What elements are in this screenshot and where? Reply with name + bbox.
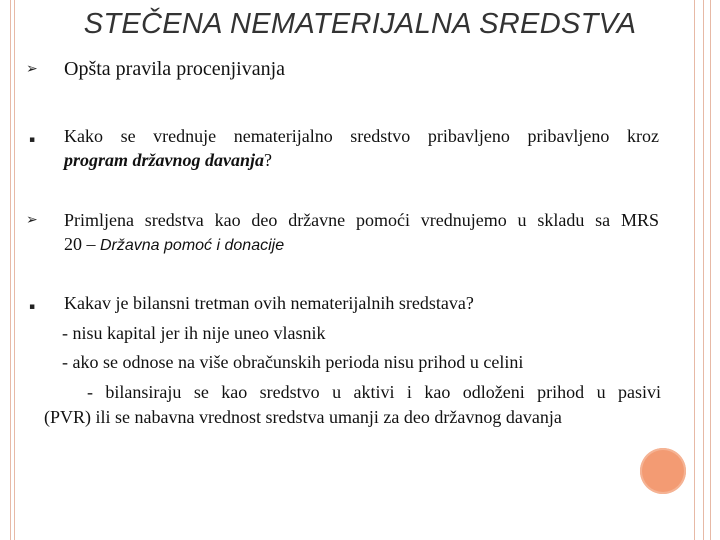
arrow-bullet-icon: ➢ (26, 212, 38, 228)
square-bullet-icon: ▪ (29, 135, 36, 145)
sub-line: (PVR) ili se nabavna vrednost sredstva umanji za deo državnog davanja (44, 407, 562, 427)
plain-text: 20 – (64, 234, 100, 254)
slide-title: STEČENA NEMATERIJALNA SREDSTVA (83, 8, 637, 40)
plain-text: ? (264, 150, 273, 170)
arrow-bullet-icon: ➢ (26, 61, 38, 77)
right-border-line (694, 0, 695, 540)
sub-line: - bilansiraju se kao sredstvo u aktivi i kao odloženi prihod u pasivi (87, 382, 661, 402)
italic-text: Državna pomoć i donacije (100, 237, 285, 254)
bullet-text-line (64, 148, 659, 172)
sub-line: - nisu kapital jer ih nije uneo vlasnik (62, 323, 326, 343)
bullet-text (64, 124, 659, 172)
right-border-line (703, 0, 704, 540)
bullet-text: Kakav je bilansni tretman ovih nematerijalnih sredstava? (64, 293, 474, 313)
emphasis-text: program državnog davanja (64, 150, 265, 170)
bullet-text-line (64, 232, 659, 258)
bullet-text (64, 208, 659, 258)
square-bullet-icon: ▪ (29, 302, 36, 312)
right-border-line (710, 0, 711, 540)
left-border-line (10, 0, 11, 540)
sub-line: - ako se odnose na više obračunskih perioda nisu prihod u celini (62, 352, 524, 372)
decorative-circle (640, 448, 686, 494)
bullet-text-line: Kako se vrednuje nematerijalno sredstvo pribavljeno pribavljeno kroz (64, 126, 659, 146)
left-border-line (14, 0, 15, 540)
bullet-text: Opšta pravila procenjivanja (64, 58, 286, 80)
bullet-text-line: Primljena sredstva kao deo državne pomoći vrednujemo u skladu sa MRS (64, 210, 659, 230)
